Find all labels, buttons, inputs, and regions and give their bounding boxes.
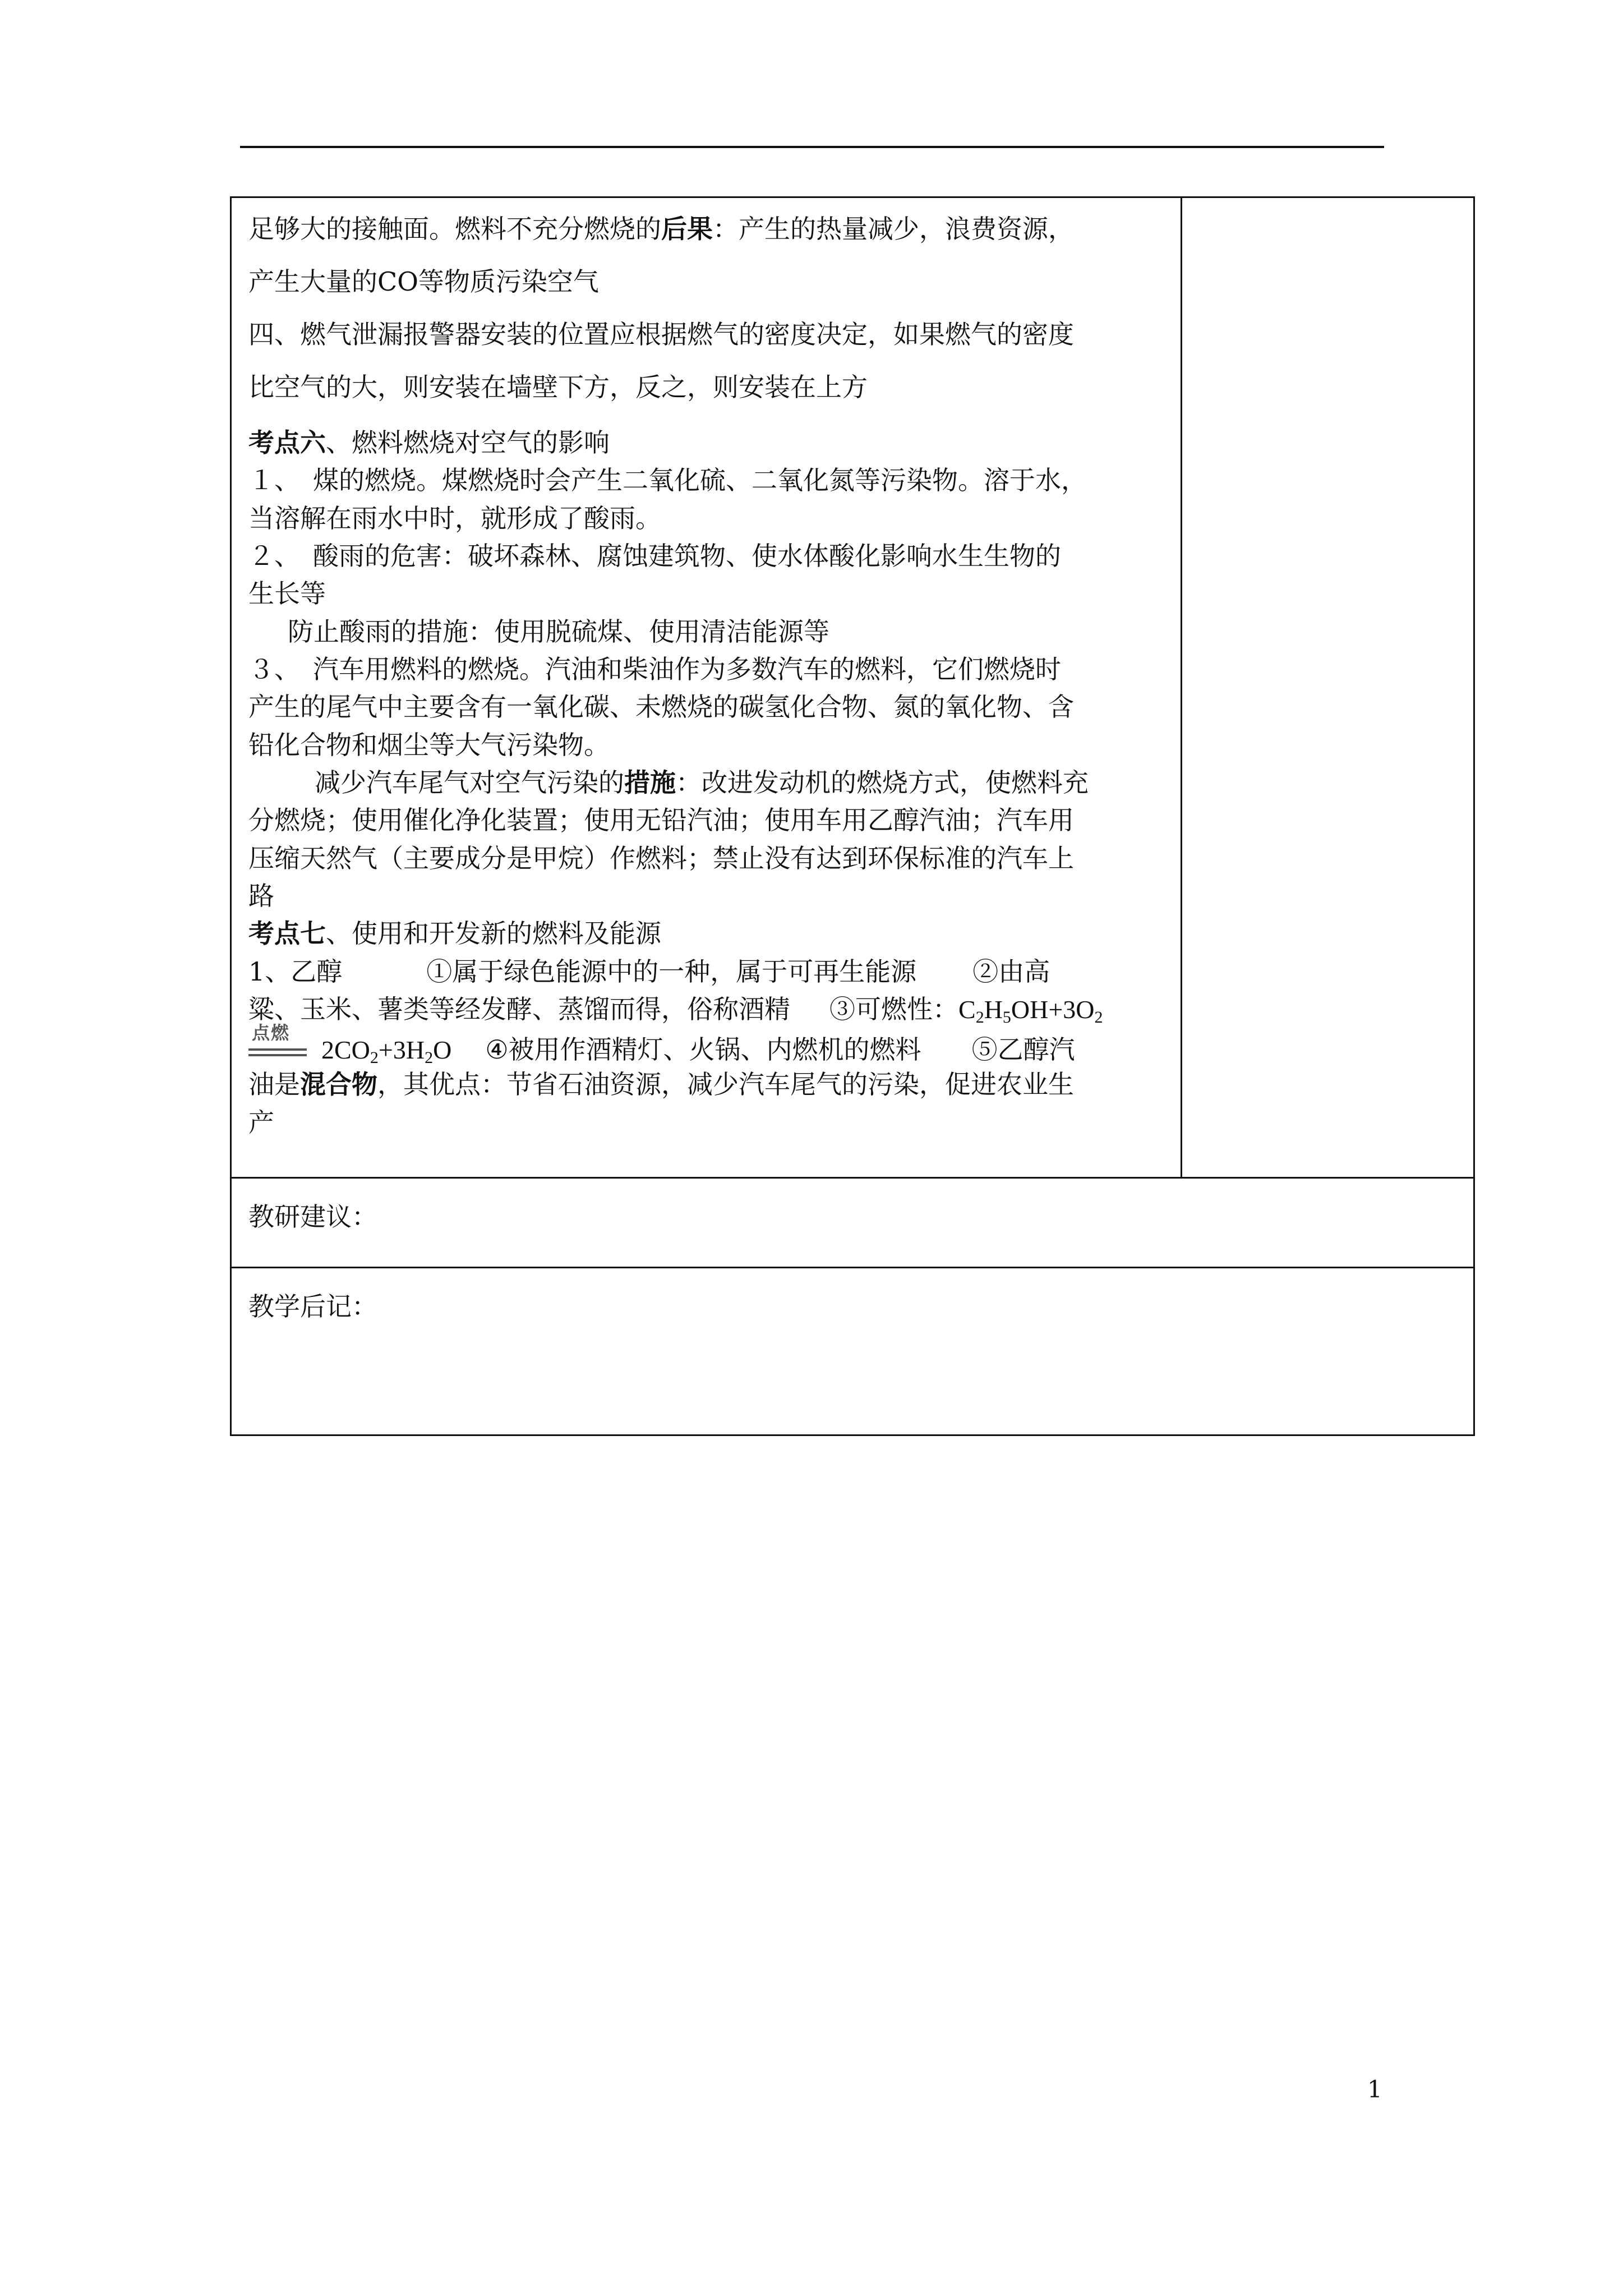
research-suggestion-label: 教研建议： <box>248 1202 377 1232</box>
page-number: 1 <box>1367 2076 1382 2103</box>
section-heading: 考点七、使用和开发新的燃料及能源 <box>248 918 661 949</box>
content-line: 四、燃气泄漏报警器安装的位置应根据燃气的密度决定，如果燃气的密度 <box>248 319 1074 349</box>
teaching-notes-row <box>232 1267 1473 1436</box>
reaction-condition: 点燃 <box>248 1034 307 1060</box>
content-line: 产生大量的CO等物质污染空气 <box>248 266 599 297</box>
content-line: 足够大的接触面。燃料不充分燃烧的后果：产生的热量减少，浪费资源， <box>248 214 1074 244</box>
ethanol-formula: $C_2H_5OH+3O_2$ <box>958 995 1103 1027</box>
content-line: １、 煤的燃烧。煤燃烧时会产生二氧化硫、二氧化氮等污染物。溶于水， <box>248 465 1087 495</box>
content-line: 路 <box>248 881 274 911</box>
research-suggestion-row <box>232 1177 1473 1267</box>
lesson-table <box>230 196 1475 1436</box>
combustion-products: $2CO_2+3H_2O$ <box>321 1036 452 1067</box>
content-line: 当溶解在雨水中时，就形成了酸雨。 <box>248 503 661 533</box>
content-line: 生长等 <box>248 578 326 609</box>
content-line: 粱、玉米、薯类等经发酵、蒸馏而得，俗称酒精 ③可燃性：$C_2H_5OH+3O_2$ <box>248 994 1103 1027</box>
content-line: 产 <box>248 1107 274 1138</box>
side-notes-cell <box>1182 198 1473 1177</box>
content-line: 1、乙醇 ①属于绿色能源中的一种，属于可再生能源 ②由高 <box>248 956 1050 987</box>
content-line: 减少汽车尾气对空气污染的措施：改进发动机的燃烧方式，使燃料充 <box>315 767 1089 798</box>
content-line: 点燃 $2CO_2+3H_2O$ ④被用作酒精灯、火锅、内燃机的燃料 ⑤乙醇汽 <box>248 1034 1075 1063</box>
teaching-notes-label: 教学后记： <box>248 1291 377 1322</box>
content-line: 油是混合物，其优点：节省石油资源，减少汽车尾气的污染，促进农业生 <box>248 1069 1074 1099</box>
section-heading: 考点六、燃料燃烧对空气的影响 <box>248 427 610 458</box>
content-line: 分燃烧；使用催化净化装置；使用无铅汽油；使用车用乙醇汽油；汽车用 <box>248 805 1074 835</box>
content-line: ２、 酸雨的危害：破坏森林、腐蚀建筑物、使水体酸化影响水生生物的 <box>248 541 1061 571</box>
header-rule <box>240 146 1384 148</box>
content-line: ３、 汽车用燃料的燃烧。汽油和柴油作为多数汽车的燃料，它们燃烧时 <box>248 654 1061 684</box>
content-line: 比空气的大，则安装在墙壁下方，反之，则安装在上方 <box>248 372 868 402</box>
content-line: 压缩天然气（主要成分是甲烷）作燃料；禁止没有达到环保标准的汽车上 <box>248 843 1074 873</box>
content-line: 防止酸雨的措施：使用脱硫煤、使用清洁能源等 <box>288 616 829 647</box>
content-line: 产生的尾气中主要含有一氧化碳、未燃烧的碳氢化合物、氮的氧化物、含 <box>248 692 1074 722</box>
content-line: 铅化合物和烟尘等大气污染物。 <box>248 730 610 760</box>
content-cell <box>232 198 1182 1177</box>
